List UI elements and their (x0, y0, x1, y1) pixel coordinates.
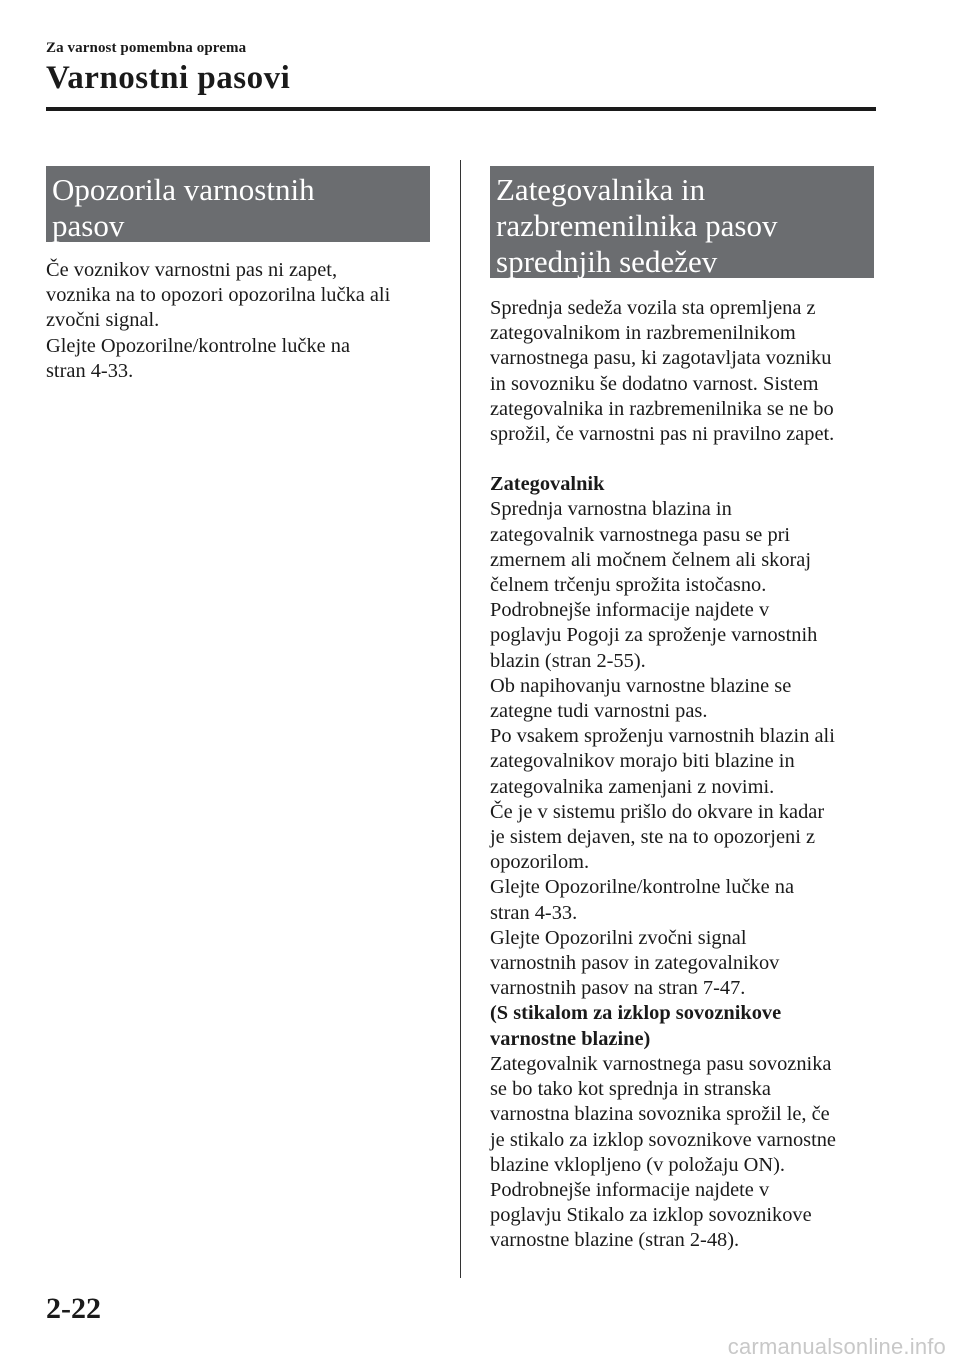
text-line: je sistem dejaven, ste na to opozorjeni z (490, 826, 816, 849)
text-line: Sprednja sedeža vozila sta opremljena z (490, 297, 816, 319)
text-line: zategovalnikov morajo biti blazine in (490, 750, 795, 773)
column-divider (460, 160, 461, 1278)
paragraph-gap (490, 447, 890, 472)
text-line: čelnem trčenju sprožita istočasno. (490, 574, 767, 597)
text-line: Zategovalnik varnostnega pasu sovoznika (490, 1052, 832, 1075)
text-line: Če voznikov varnostni pas ni zapet, (46, 259, 338, 281)
text-line: varnostnih pasov na stran 7-47. (490, 977, 746, 1000)
text-line: Podrobnejše informacije najdete v (490, 1178, 770, 1201)
text-line: varnostnega pasu, ki zagotavljata vozniku (490, 347, 832, 370)
text-line: zmernem ali močnem čelnem ali skoraj (490, 548, 812, 571)
text-line: zvočni signal. (46, 309, 160, 332)
text-line: stran 4-33. (46, 359, 134, 382)
heading-seatbelt-warnings (46, 166, 430, 242)
text-line: sprožil, če varnostni pas ni pravilno zapet. (490, 423, 835, 446)
text-line: zategovalnik varnostnega pasu se pri (490, 523, 791, 546)
right-body-text (490, 296, 890, 1254)
text-line: stran 4-33. (490, 901, 578, 924)
text-line: poglavju Stikalo za izklop sovoznikove (490, 1204, 812, 1227)
page-number: 2-22 (46, 1292, 101, 1325)
subheading-passenger-switch: (S stikalom za izklop sovoznikove (490, 1002, 782, 1025)
text-line: varnostna blazina sovoznika sprožil le, če (490, 1103, 830, 1126)
watermark: carmanualsonline.info (727, 1334, 946, 1359)
text-line: poglavju Pogoji za sproženje varnostnih (490, 624, 818, 647)
text-line: Glejte Opozorilne/kontrolne lučke na (46, 334, 351, 357)
subheading-passenger-switch: varnostne blazine) (490, 1027, 651, 1050)
section-label: Za varnost pomembna oprema (46, 40, 247, 56)
text-line: je stikalo za izklop sovoznikove varnostne (490, 1128, 836, 1151)
text-line: Sprednja varnostna blazina in (490, 498, 732, 521)
text-line: zategne tudi varnostni pas. (490, 700, 708, 723)
text-line: in sovozniku še dodatno varnost. Sistem (490, 372, 819, 395)
subheading-pretensioner: Zategovalnik (490, 473, 605, 496)
text-line: se bo tako kot sprednja in stranska (490, 1078, 771, 1101)
text-line: zategovalnika in razbremenilnika se ne bo (490, 397, 834, 420)
text-line: blazine vklopljeno (v položaju ON). (490, 1153, 786, 1176)
text-line: Ob napihovanju varnostne blazine se (490, 674, 792, 697)
heading-line: razbremenilnika pasov (496, 208, 778, 243)
text-line: zategovalnika zamenjani z novimi. (490, 775, 775, 798)
text-line: Glejte Opozorilni zvočni signal (490, 926, 747, 949)
text-line: varnostnih pasov in zategovalnikov (490, 952, 780, 975)
text-line: Po vsakem sproženju varnostnih blazin ali (490, 725, 835, 748)
heading-line: Zategovalnika in (496, 172, 706, 207)
text-line: opozorilom. (490, 851, 590, 874)
heading-line: pasov (52, 208, 125, 243)
text-line: Če je v sistemu prišlo do okvare in kadar (490, 800, 825, 823)
title-rule (46, 107, 876, 111)
text-line: zategovalnikom in razbremenilnikom (490, 322, 796, 345)
heading-line: sprednjih sedežev (496, 244, 718, 279)
heading-pretensioners (490, 166, 874, 278)
left-body-text (46, 258, 446, 384)
text-line: Podrobnejše informacije najdete v (490, 599, 770, 622)
text-line: voznika na to opozori opozorilna lučka ali (46, 284, 391, 307)
text-line: Glejte Opozorilne/kontrolne lučke na (490, 876, 795, 899)
chapter-title: Varnostni pasovi (46, 60, 291, 96)
text-line: varnostne blazine (stran 2-48). (490, 1229, 740, 1252)
heading-line: Opozorila varnostnih (52, 172, 315, 207)
text-line: blazin (stran 2-55). (490, 649, 646, 672)
